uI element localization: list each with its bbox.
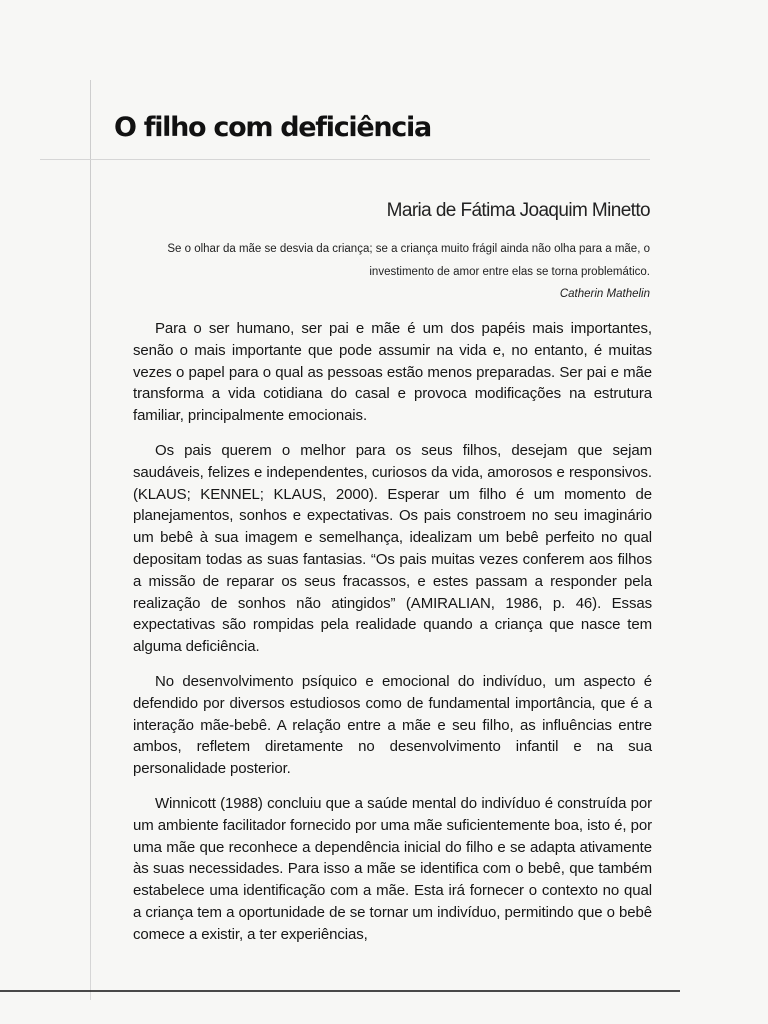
epigraph-quote: Se o olhar da mãe se desvia da criança; se a criança muito frágil ainda não olha para a mãe, o investimento de amor entre elas se torna problemático.: [167, 243, 650, 278]
chapter-author: Maria de Fátima Joaquim Minetto: [386, 200, 650, 221]
paragraph: Para o ser humano, ser pai e mãe é um dos papéis mais importantes, senão o mais importante que pode assumir na vida e, no entanto, é muitas vezes o papel para o qual as pessoas estão menos preparadas. Ser pai e mãe transforma a vida cotidiana do casal e provoca modificações na estrutura familiar, principalmente emocionais.: [133, 320, 652, 425]
paragraph: Winnicott (1988) concluiu que a saúde mental do indivíduo é construída por um ambiente facilitador fornecido por uma mãe suficientemente boa, isto é, por uma mãe que reconhece a dependência inicial do filho e se adapta ativamente às suas necessidades. Para isso a mãe se identifica com o bebê, que também estabelece uma identificação com a mãe. Esta irá fornecer o contexto no qual a criança tem a oportunidade de se tornar um indivíduo, permitindo que o bebê comece a existir, a ter experiências,: [133, 794, 652, 943]
chapter-title: O filho com deficiência: [114, 112, 431, 143]
page-edge-line: [0, 990, 680, 992]
scan-artifact-line: [40, 159, 650, 160]
paragraph: No desenvolvimento psíquico e emocional do indivíduo, um aspecto é defendido por diversos estudiosos como de fundamental importância, que é a interação mãe-bebê. A relação entre a mãe e seu filho, as influências entre ambos, refletem diretamente no desenvolvimento infantil e na sua personalidade posterior.: [133, 672, 652, 778]
binding-shadow-line: [90, 80, 91, 1000]
epigraph-author: Catherin Mathelin: [559, 288, 650, 300]
body-text: [133, 318, 652, 959]
paragraph: Os pais querem o melhor para os seus filhos, desejam que sejam saudáveis, felizes e independentes, curiosos da vida, amorosos e responsivos. (KLAUS; KENNEL; KLAUS, 2000). Esperar um filho é um momento de planejamentos, sonhos e expectativas. Os pais constroem no seu imaginário um bebê à sua imagem e semelhança, idealizam um bebê perfeito no qual depositam todas as suas fantasias. “Os pais muitas vezes conferem aos filhos a missão de reparar os seus fracassos, e estes passam a responder pela realização de sonhos não atingidos” (AMIRALIAN, 1986, p. 46). Essas expectativas são rompidas pela realidade quando a criança que nasce tem alguma deficiência.: [133, 441, 652, 656]
